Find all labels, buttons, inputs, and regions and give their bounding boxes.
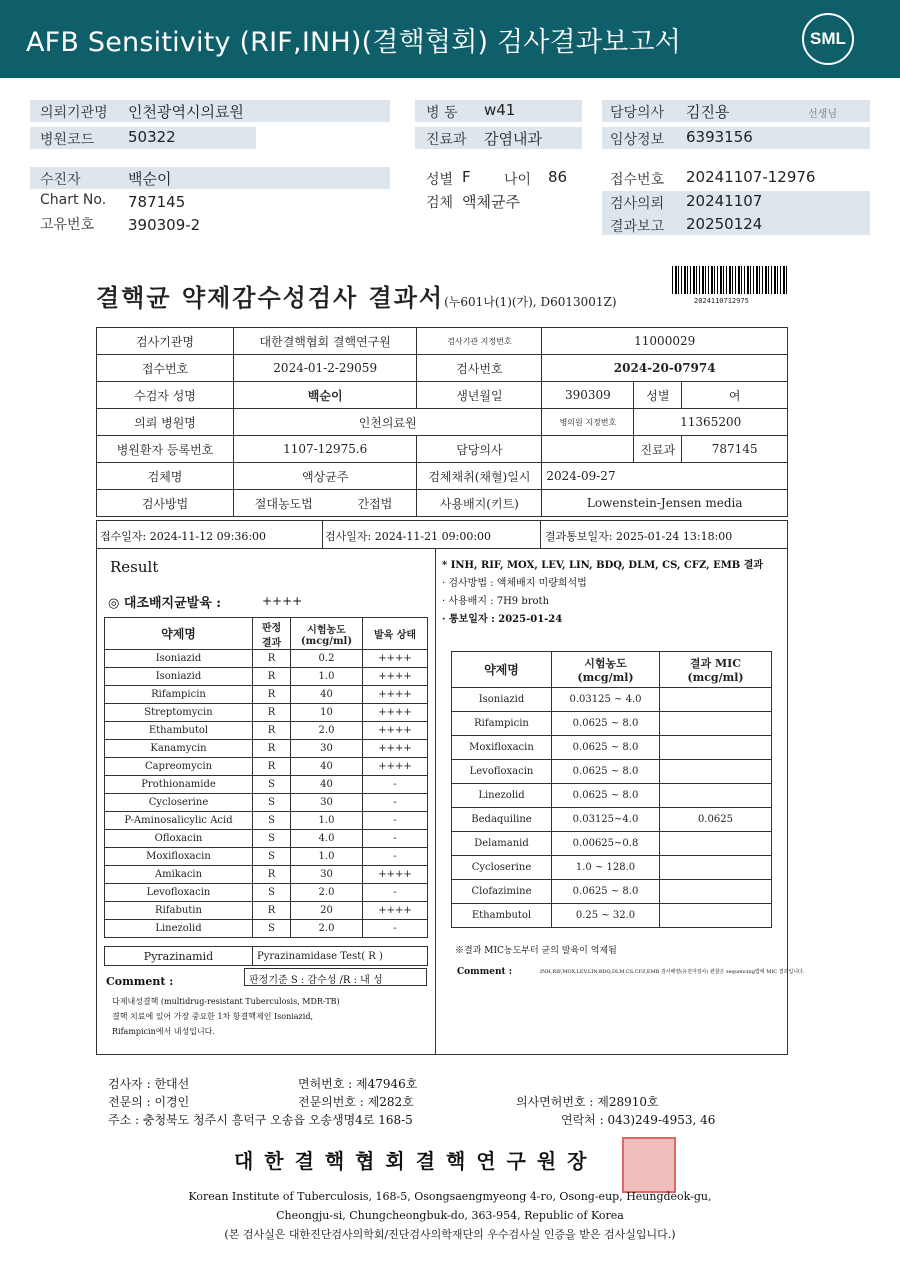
table-cell: Linezolid: [105, 920, 253, 938]
left-table-row: [105, 704, 428, 722]
pza-value: Pyrazinamidase Test( R ): [253, 947, 428, 966]
info-cell: 대한결핵협회 결핵연구원: [234, 328, 417, 355]
contact: 연락처 : 043)249-4953, 46: [561, 1113, 716, 1127]
info-cell: 수검자 성명: [97, 382, 234, 409]
right-result-table: [451, 651, 772, 928]
specimen-label: 검체: [426, 195, 454, 211]
doc-title: [96, 278, 617, 313]
table-cell: S: [253, 920, 291, 938]
divider: [540, 520, 541, 549]
code-value: 50322: [128, 128, 176, 146]
table-cell: ++++: [363, 650, 428, 668]
right-date: · 통보일자 : 2025-01-24: [442, 614, 563, 625]
table-cell: S: [253, 830, 291, 848]
info-cell: 2024-09-27: [542, 463, 788, 490]
table-cell: [660, 832, 772, 856]
legend-box: 판정기준 S : 감수성 /R : 내 성: [244, 968, 427, 986]
table-cell: [660, 712, 772, 736]
result-label: Result: [110, 558, 159, 576]
info-row: [97, 328, 788, 355]
info-cell: 액상균주: [234, 463, 417, 490]
table-cell: ++++: [363, 704, 428, 722]
table-cell: 30: [291, 740, 363, 758]
right-table-row: [452, 760, 772, 784]
left-table-row: [105, 650, 428, 668]
dates-row: [96, 520, 788, 549]
left-header-row: [105, 618, 428, 650]
table-cell: 0.0625: [660, 808, 772, 832]
table-cell: ++++: [363, 866, 428, 884]
uid-value: 390309-2: [128, 216, 201, 234]
left-table-row: [105, 668, 428, 686]
english-line: Korean Institute of Tuberculosis, 168-5, Osongsaengmyeong 4-ro, Osong-eup, Heungdeok-gu,: [188, 1190, 712, 1203]
table-cell: 20: [291, 902, 363, 920]
table-cell: -: [363, 812, 428, 830]
comment-label: Comment :: [106, 975, 174, 988]
right-method: · 검사방법 : 액체배지 미량희석법: [442, 578, 587, 589]
table-cell: ++++: [363, 722, 428, 740]
name-label: 수진자: [40, 172, 81, 188]
info-cell: 성별: [634, 382, 682, 409]
table-cell: 2.0: [291, 884, 363, 902]
table-cell: S: [253, 812, 291, 830]
table-cell: 1.0: [291, 848, 363, 866]
doc-title-code: (누601나(1)(가), D6013001Z): [444, 295, 617, 309]
info-cell: 1107-12975.6: [234, 436, 417, 463]
receipt-value: 20241107-12976: [686, 168, 816, 186]
comment-text: [112, 994, 340, 1039]
age-value: 86: [548, 168, 568, 186]
table-cell: Levofloxacin: [452, 760, 552, 784]
header-cell: 시험농도 (mcg/ml): [291, 618, 363, 650]
table-cell: ++++: [363, 902, 428, 920]
table-cell: [660, 856, 772, 880]
right-table-row: [452, 808, 772, 832]
right-header-row: [452, 652, 772, 688]
table-cell: Ethambutol: [105, 722, 253, 740]
table-cell: R: [253, 902, 291, 920]
right-comment-label: Comment :: [457, 967, 513, 977]
info-cell: 787145: [682, 436, 788, 463]
info-cell: 인천의료원: [234, 409, 542, 436]
header-cell: 결과 MIC (mcg/ml): [660, 652, 772, 688]
divider: [322, 520, 323, 549]
info-cell: 담당의사: [417, 436, 542, 463]
table-cell: R: [253, 668, 291, 686]
doctor-value: 김진용: [686, 103, 730, 121]
info-row: [97, 382, 788, 409]
table-cell: 0.00625~0.8: [552, 832, 660, 856]
info-cell: 병의원 지정번호: [542, 409, 634, 436]
table-cell: Streptomycin: [105, 704, 253, 722]
chart-value: 787145: [128, 193, 186, 211]
left-table-row: [105, 686, 428, 704]
table-cell: Capreomycin: [105, 758, 253, 776]
table-cell: Levofloxacin: [105, 884, 253, 902]
barcode: [672, 266, 788, 294]
info-cell: 병원환자 등록번호: [97, 436, 234, 463]
table-cell: 40: [291, 776, 363, 794]
table-cell: R: [253, 686, 291, 704]
table-cell: [660, 760, 772, 784]
table-cell: [660, 880, 772, 904]
info-row: [97, 490, 788, 517]
table-cell: 4.0: [291, 830, 363, 848]
ward-label: 병 동: [426, 105, 458, 121]
table-cell: 40: [291, 686, 363, 704]
table-cell: R: [253, 704, 291, 722]
table-cell: S: [253, 776, 291, 794]
doc-title-text: 결핵균 약제감수성검사 결과서: [96, 283, 445, 312]
table-cell: R: [253, 722, 291, 740]
pza-table: [104, 946, 428, 966]
table-cell: ++++: [363, 740, 428, 758]
comment-line: 다제내성결핵 (multidrug-resistant Tuberculosis, MDR-TB): [112, 997, 340, 1006]
left-table-row: [105, 722, 428, 740]
sex-label: 성별: [426, 172, 454, 188]
table-cell: 0.2: [291, 650, 363, 668]
table-cell: 10: [291, 704, 363, 722]
table-cell: 0.03125 ~ 4.0: [552, 688, 660, 712]
table-cell: 0.25 ~ 32.0: [552, 904, 660, 928]
info-row: [97, 463, 788, 490]
left-table-row: [105, 866, 428, 884]
table-cell: Rifampicin: [105, 686, 253, 704]
header-cell: 약제명: [105, 618, 253, 650]
doctor-label: 담당의사: [610, 105, 665, 121]
table-cell: [660, 784, 772, 808]
table-cell: Isoniazid: [105, 650, 253, 668]
table-cell: P-Aminosalicylic Acid: [105, 812, 253, 830]
uid-label: 고유번호: [40, 217, 95, 233]
examiner: 검사자 : 한대선: [108, 1077, 190, 1091]
info-row: [97, 355, 788, 382]
clinical-value: 6393156: [686, 128, 753, 146]
certification: (본 검사실은 대한진단검사의학회/진단검사의학재단의 우수검사실 인증을 받은 검사실입니다.): [224, 1228, 676, 1241]
report-header: [0, 0, 900, 78]
table-cell: Clofazimine: [452, 880, 552, 904]
header-cell: 약제명: [452, 652, 552, 688]
license: 면허번호 : 제47946호: [298, 1077, 418, 1091]
info-cell: Lowenstein-Jensen media: [542, 490, 788, 517]
doctor-license: 의사면허번호 : 제28910호: [516, 1095, 659, 1109]
left-result-table: [104, 617, 428, 938]
sml-logo: [802, 13, 854, 65]
table-cell: R: [253, 758, 291, 776]
comment-line: 결핵 치료에 있어 가장 중요한 1차 항결핵제인 Isoniazid,: [112, 1012, 313, 1021]
table-cell: Kanamycin: [105, 740, 253, 758]
table-cell: Isoniazid: [452, 688, 552, 712]
table-cell: Delamanid: [452, 832, 552, 856]
table-cell: ++++: [363, 758, 428, 776]
right-info: [442, 557, 763, 629]
english-line: Cheongju-si, Chungcheongbuk-do, 363-954, Republic of Korea: [276, 1209, 624, 1222]
table-cell: Rifabutin: [105, 902, 253, 920]
header-cell: 판정 결과: [253, 618, 291, 650]
specialist-no: 전문의번호 : 제282호: [298, 1095, 414, 1109]
age-label: 나이: [504, 172, 532, 188]
org-name: 대 한 결 핵 협 회 결 핵 연 구 원 장: [234, 1149, 589, 1173]
info-cell: 절대농도법: [234, 490, 334, 517]
table-cell: Linezolid: [452, 784, 552, 808]
left-table-row: [105, 848, 428, 866]
table-cell: ++++: [363, 686, 428, 704]
left-table-row: [105, 758, 428, 776]
table-cell: S: [253, 848, 291, 866]
report-value: 20250124: [686, 215, 763, 233]
info-cell: 검사방법: [97, 490, 234, 517]
request-value: 20241107: [686, 192, 763, 210]
table-cell: Amikacin: [105, 866, 253, 884]
dept-label: 진료과: [426, 132, 467, 148]
dept-value: 감염내과: [484, 130, 542, 148]
table-cell: 0.0625 ~ 8.0: [552, 784, 660, 808]
right-table-row: [452, 736, 772, 760]
name-value: 백순이: [128, 170, 172, 188]
right-title: * INH, RIF, MOX, LEV, LIN, BDQ, DLM, CS, CFZ, EMB 결과: [442, 560, 764, 571]
table-cell: Cycloserine: [105, 794, 253, 812]
doctor-suffix: 선생님: [808, 109, 837, 120]
table-cell: Ofloxacin: [105, 830, 253, 848]
table-cell: -: [363, 920, 428, 938]
table-cell: 30: [291, 866, 363, 884]
table-cell: -: [363, 794, 428, 812]
table-cell: [660, 904, 772, 928]
table-cell: 0.0625 ~ 8.0: [552, 760, 660, 784]
right-note: ※결과 MIC농도부터 균의 발육이 억제됨: [455, 946, 617, 956]
right-table-row: [452, 856, 772, 880]
table-cell: Moxifloxacin: [452, 736, 552, 760]
right-table-row: [452, 712, 772, 736]
left-table-row: [105, 920, 428, 938]
receipt-date: 접수일자: 2024-11-12 09:36:00: [100, 530, 267, 543]
table-cell: 2.0: [291, 722, 363, 740]
table-cell: ++++: [363, 668, 428, 686]
table-cell: 0.0625 ~ 8.0: [552, 736, 660, 760]
table-cell: Prothionamide: [105, 776, 253, 794]
ward-value: w41: [484, 101, 516, 119]
info-cell: 검체명: [97, 463, 234, 490]
logo-text: SML: [810, 29, 846, 48]
receipt-label: 접수번호: [610, 172, 665, 188]
table-cell: [660, 688, 772, 712]
table-cell: 1.0: [291, 668, 363, 686]
table-cell: R: [253, 866, 291, 884]
hospital-value: 인천광역시의료원: [128, 103, 244, 121]
table-cell: 1.0 ~ 128.0: [552, 856, 660, 880]
left-table-row: [105, 794, 428, 812]
notify-date: 결과통보일자: 2025-01-24 13:18:00: [545, 530, 733, 543]
table-cell: Cycloserine: [452, 856, 552, 880]
table-cell: 0.0625 ~ 8.0: [552, 880, 660, 904]
control-value: ++++: [262, 594, 303, 608]
info-cell: 11365200: [634, 409, 788, 436]
info-cell: 검체채취(채혈)일시: [417, 463, 542, 490]
info-cell: 진료과: [634, 436, 682, 463]
specimen-value: 액체균주: [462, 193, 520, 211]
table-cell: S: [253, 794, 291, 812]
info-cell: 검사기관 지정번호: [417, 328, 542, 355]
address: 주소 : 충청북도 청주시 흥덕구 오송읍 오송생명4로 168-5: [108, 1113, 413, 1127]
table-cell: 30: [291, 794, 363, 812]
right-media: · 사용배지 : 7H9 broth: [442, 596, 550, 607]
official-seal: [622, 1137, 676, 1193]
info-row: [97, 409, 788, 436]
left-table-row: [105, 776, 428, 794]
info-cell: 여: [682, 382, 788, 409]
right-table-row: [452, 904, 772, 928]
test-date: 검사일자: 2024-11-21 09:00:00: [325, 530, 492, 543]
report-title: AFB Sensitivity (RIF,INH)(결핵협회) 검사결과보고서: [26, 27, 681, 58]
table-cell: Rifampicin: [452, 712, 552, 736]
left-table-row: [105, 740, 428, 758]
left-table-row: [105, 830, 428, 848]
specialist: 전문의 : 이경인: [108, 1095, 190, 1109]
info-cell: 사용배지(키트): [417, 490, 542, 517]
table-cell: 2.0: [291, 920, 363, 938]
right-table-row: [452, 880, 772, 904]
info-table: [96, 327, 788, 517]
report-label: 결과보고: [610, 219, 665, 235]
barcode-number: 2024110712975: [694, 297, 749, 305]
table-cell: 0.03125~4.0: [552, 808, 660, 832]
table-cell: Moxifloxacin: [105, 848, 253, 866]
left-table-row: [105, 884, 428, 902]
info-cell: 생년월일: [417, 382, 542, 409]
table-cell: S: [253, 884, 291, 902]
info-cell: 390309: [542, 382, 634, 409]
right-table-row: [452, 784, 772, 808]
left-table-row: [105, 812, 428, 830]
table-cell: Ethambutol: [452, 904, 552, 928]
clinical-label: 임상정보: [610, 132, 665, 148]
info-cell: 접수번호: [97, 355, 234, 382]
table-cell: 0.0625 ~ 8.0: [552, 712, 660, 736]
info-cell: 검사번호: [417, 355, 542, 382]
table-cell: Bedaquiline: [452, 808, 552, 832]
right-comment: INH,RIF,MOX,LEV,LIN,BDQ,DLM,CS,CFZ,EMB 검사배양(유전자검사) 관찰은 sequencing법에 MIC 결과입니다.: [540, 969, 805, 975]
info-cell: 백순이: [234, 382, 417, 409]
sex-value: F: [462, 168, 471, 186]
info-row: [97, 436, 788, 463]
left-table-row: [105, 902, 428, 920]
table-cell: -: [363, 848, 428, 866]
info-cell: 간접법: [334, 490, 417, 517]
right-table-row: [452, 688, 772, 712]
code-label: 병원코드: [40, 132, 95, 148]
table-cell: 1.0: [291, 812, 363, 830]
table-cell: [660, 736, 772, 760]
panel-divider: [435, 548, 436, 1055]
table-cell: -: [363, 830, 428, 848]
info-cell: 2024-01-2-29059: [234, 355, 417, 382]
header-cell: 발육 상태: [363, 618, 428, 650]
right-table-row: [452, 832, 772, 856]
hospital-label: 의뢰기관명: [40, 105, 108, 121]
pza-label: Pyrazinamid: [105, 947, 253, 966]
chart-label: Chart No.: [40, 192, 107, 208]
band-name: [30, 167, 390, 189]
table-cell: -: [363, 884, 428, 902]
info-cell: 2024-20-07974: [542, 355, 788, 382]
table-cell: Isoniazid: [105, 668, 253, 686]
control-label: ◎ 대조배지균발육 :: [108, 596, 222, 611]
info-cell: 11000029: [542, 328, 788, 355]
request-label: 검사의뢰: [610, 196, 665, 212]
comment-line: Rifampicin에서 내성입니다.: [112, 1027, 215, 1036]
pza-row: [105, 947, 428, 966]
table-cell: R: [253, 740, 291, 758]
info-cell: [542, 436, 634, 463]
english-address: [0, 1187, 900, 1244]
table-cell: R: [253, 650, 291, 668]
table-cell: -: [363, 776, 428, 794]
info-cell: 검사기관명: [97, 328, 234, 355]
table-cell: 40: [291, 758, 363, 776]
header-cell: 시험농도 (mcg/ml): [552, 652, 660, 688]
info-cell: 의뢰 병원명: [97, 409, 234, 436]
